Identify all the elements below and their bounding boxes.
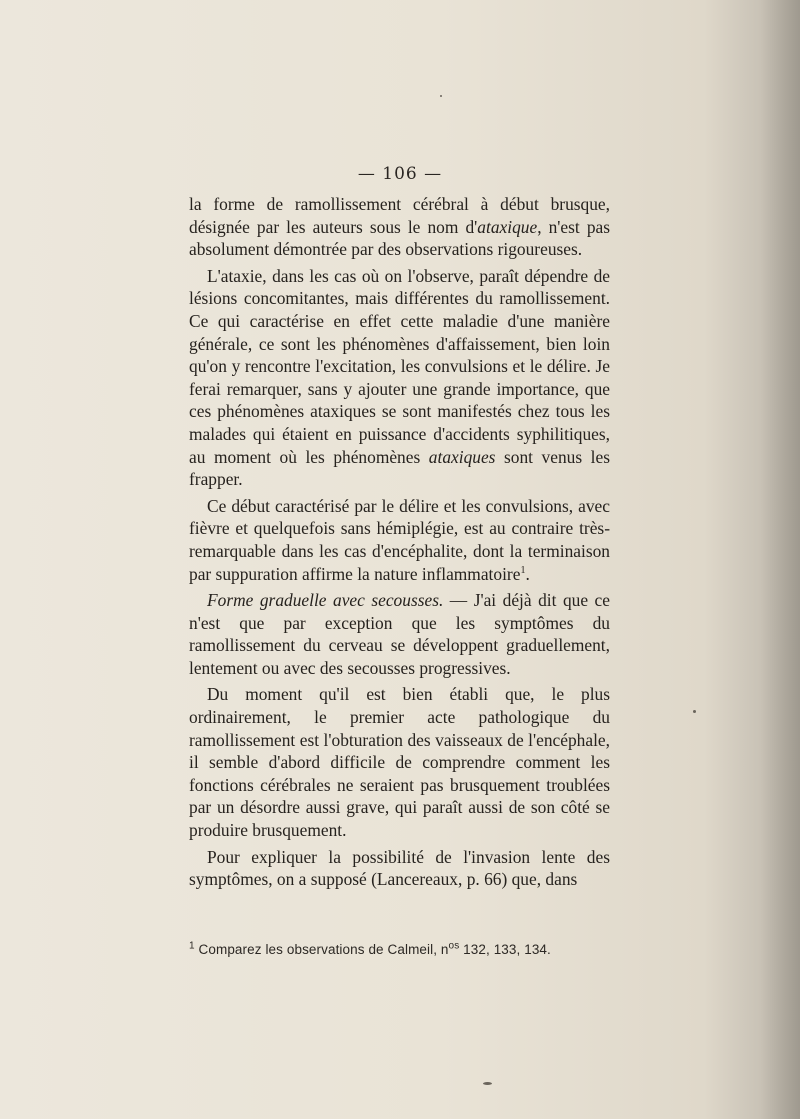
footnote [189, 942, 610, 957]
paragraph [189, 589, 610, 679]
text-segment: Ce début caractérisé par le délire et les convulsions, avec fièvre et quelquefois sans hémiplégie, est au contraire très-remarquable dans les cas d'encéphalite, dont la terminaison par suppuration affirme la nature inflammatoire [189, 495, 610, 584]
text-segment: . [525, 563, 530, 584]
italic-text: ataxique [477, 216, 538, 237]
text-segment: Du moment qu'il est bien établi que, le plus ordinairement, le premier acte pathologique du ramollissement est l'obturation des vaisseaux de l'encéphale, il semble d'abord difficile de comprendre comment les fonctions cérébrales ne seraient pas brusquement troublées par un désordre aussi grave, qui paraît aussi de son côté se produire brusquement. [189, 684, 610, 841]
paragraph [189, 193, 610, 261]
footnote-reference: 1 [520, 564, 526, 576]
footnote-mark: 1 [189, 940, 195, 952]
text-segment: , n'est pas absolument démontrée par des observations rigoureuses. [189, 216, 611, 260]
footnote-numbers: 132, 133, 134. [459, 942, 551, 957]
paper-speck [693, 710, 696, 713]
text-segment: Pour expliquer la possibilité de l'invasion lente des symptômes, on a supposé (Lancereaux, p. 66) que, dans [189, 846, 610, 890]
text-segment: sont venus les frapper. [189, 446, 610, 490]
body-text [189, 193, 610, 891]
italic-text: Forme graduelle avec secousses. [207, 590, 444, 611]
footnote-numero-suffix: os [448, 940, 460, 952]
text-segment: L'ataxie, dans les cas où on l'observe, paraît dépendre de lésions concomitantes, mais différentes du ramollissement. Ce qui caractérise en effet cette maladie d'une manière générale, ce sont les phénomènes d'affaissement, bien loin qu'on y rencontre l'excitation, les convulsions et le délire. Je ferai remarquer, sans y ajouter une grande importance, que ces phénomènes ataxiques se sont manifestés chez tous les malades qui étaient en puissance d'accidents syphilitiques, au moment où les phénomènes [189, 265, 610, 467]
italic-text: ataxiques [428, 446, 496, 467]
paragraph [189, 265, 610, 491]
text-segment: — J'ai déjà dit que ce n'est que par exception que les symptômes du ramollissement du cerveau se développent graduellement, lentement ou avec des secousses progressives. [189, 590, 610, 678]
page-number: — 106 — [357, 164, 443, 184]
paragraph [189, 683, 610, 841]
text-segment: la forme de ramollissement cérébral à début brusque, désignée par les auteurs sous le nom d' [189, 194, 610, 237]
paper-speck [483, 1082, 492, 1085]
footnote-text: Comparez les observations de Calmeil, n [194, 942, 449, 957]
paragraph [189, 846, 610, 891]
paper-speck [440, 95, 442, 97]
paragraph [189, 495, 610, 585]
